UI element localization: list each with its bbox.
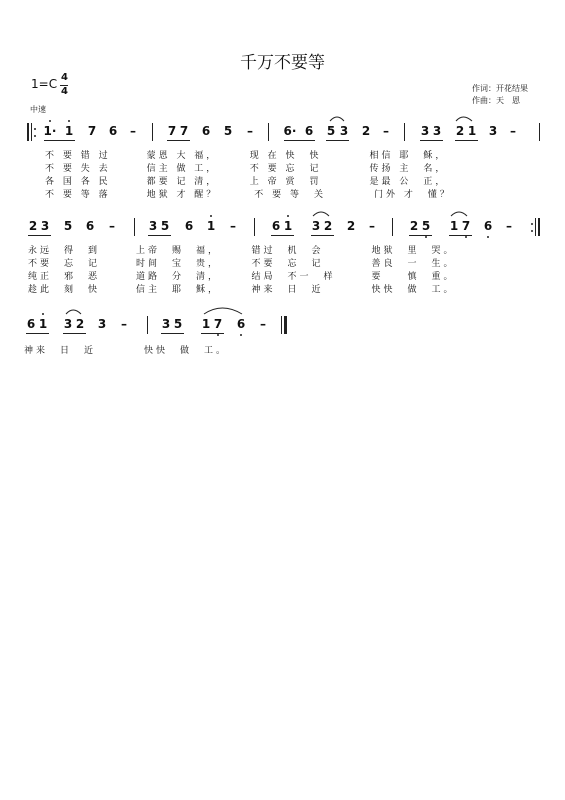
note: 1	[449, 219, 459, 233]
note: 6	[483, 219, 493, 233]
slur	[451, 212, 467, 216]
note: 3	[161, 317, 171, 331]
dash: –	[247, 124, 253, 138]
note: 5	[160, 219, 170, 233]
note: 7	[87, 124, 97, 138]
note: 3	[488, 124, 498, 138]
lyricist-credit: 作词：开花结果	[472, 84, 528, 93]
note: 2	[75, 317, 85, 331]
note: 5	[63, 219, 73, 233]
lyric-verse-1: 永远 得 到 上帝 赐 福， 错过 机 会 地狱 里 哭。	[28, 246, 456, 256]
note: 3	[97, 317, 107, 331]
note: 6·	[283, 124, 297, 138]
note: 2	[28, 219, 38, 233]
note: 2	[346, 219, 356, 233]
dash: –	[121, 317, 127, 331]
note: 3	[432, 124, 442, 138]
dash: –	[506, 219, 512, 233]
note: 1·	[43, 124, 57, 138]
slur	[456, 117, 472, 121]
note: 2	[409, 219, 419, 233]
lyric-verse-4: 不 要 等 落 地狱 才 醒？ 不 要 等 关 门外 才 懂？	[45, 190, 452, 200]
note: 3	[420, 124, 430, 138]
note: 6	[184, 219, 194, 233]
note: 6	[201, 124, 211, 138]
note: 6	[108, 124, 118, 138]
note: 3	[63, 317, 73, 331]
note: 3	[311, 219, 321, 233]
note: 1	[38, 317, 48, 331]
lyric-verse-1: 不 要 错 过 蒙恩 大 福， 现 在 快 快 相信 耶 稣，	[45, 151, 448, 161]
note: 7	[213, 317, 223, 331]
note: 3	[40, 219, 50, 233]
note: 5	[421, 219, 431, 233]
lyric-verse-3: 各 国 各 民 都要 记 清， 上 帝 赏 罚 是最 公 正，	[45, 177, 448, 187]
note: 6	[26, 317, 36, 331]
composer-credit: 作曲：天 恩	[472, 96, 520, 105]
dash: –	[109, 219, 115, 233]
note: 1	[283, 219, 293, 233]
note: 7	[179, 124, 189, 138]
note: 5	[223, 124, 233, 138]
note: 2	[323, 219, 333, 233]
note: 6	[271, 219, 281, 233]
note: 3	[339, 124, 349, 138]
dash: –	[383, 124, 389, 138]
lyric-verse-4: 趁此 刻 快 信主 耶 稣， 神来 日 近 快快 做 工。	[28, 285, 456, 295]
note: 1	[201, 317, 211, 331]
lyric-verse-2: 不要 忘 记 时间 宝 贵， 不要 忘 记 善良 一 生。	[28, 259, 456, 269]
note: 1	[64, 124, 74, 138]
dash: –	[130, 124, 136, 138]
slur	[204, 308, 242, 314]
note: 7	[167, 124, 177, 138]
note: 5	[173, 317, 183, 331]
note: 6	[85, 219, 95, 233]
note: 6	[236, 317, 246, 331]
lyric-verse-3: 纯正 邪 恶 道路 分 清， 结局 不一 样 要 慎 重。	[28, 272, 456, 282]
note: 1	[467, 124, 477, 138]
dash: –	[230, 219, 236, 233]
key-signature: 1=C	[31, 77, 58, 91]
note: 2	[361, 124, 371, 138]
note: 3	[148, 219, 158, 233]
slur	[330, 117, 344, 121]
meter-denominator: 4	[61, 86, 68, 97]
tempo-marking: 中速	[30, 105, 46, 114]
dash: –	[369, 219, 375, 233]
note: 1	[206, 219, 216, 233]
lyric-verse-1: 神来 日 近 快快 做 工。	[24, 346, 229, 356]
meter-numerator: 4	[61, 72, 68, 83]
note: 5	[326, 124, 336, 138]
note: 6	[304, 124, 314, 138]
slur	[313, 212, 329, 216]
dash: –	[510, 124, 516, 138]
slur	[66, 310, 81, 314]
note: 2	[455, 124, 465, 138]
dash: –	[260, 317, 266, 331]
song-title: 千万不要等	[240, 53, 325, 73]
lyric-verse-2: 不 要 失 去 信主 做 工， 不 要 忘 记 传扬 主 名，	[45, 164, 448, 174]
note: 7	[461, 219, 471, 233]
